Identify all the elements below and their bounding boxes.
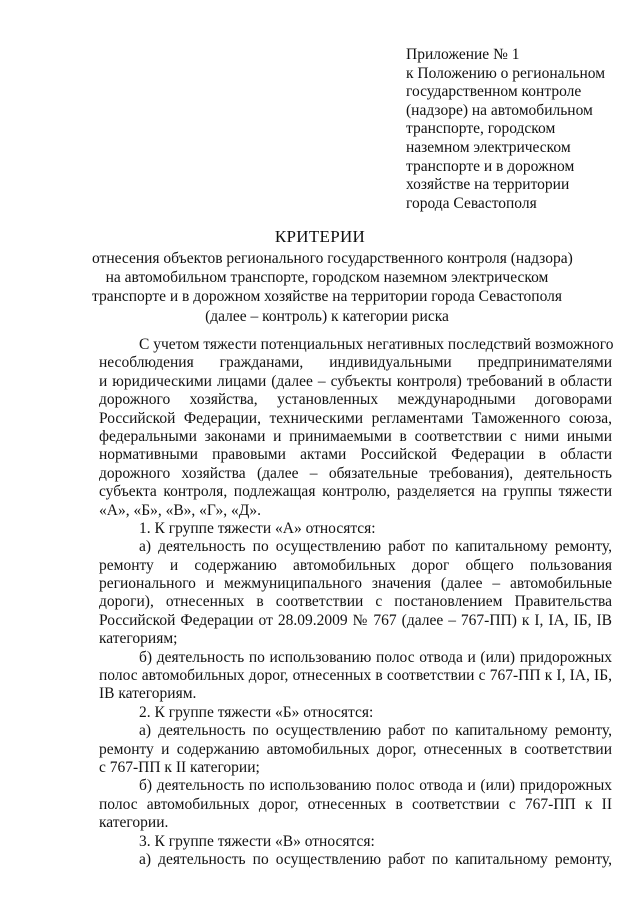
body-line: а) деятельность по осуществлению работ по капитальному ремонту, xyxy=(139,850,612,868)
body-line: дороги), отнесенных в соответствии с постановлением Правительства xyxy=(99,593,612,611)
body-line: а) деятельность по осуществлению работ по капитальному ремонту, xyxy=(139,538,612,556)
appendix-line: хозяйстве на территории xyxy=(406,176,570,194)
body-line: ремонту и содержанию автомобильных дорог общего пользования xyxy=(99,556,612,574)
appendix-line: транспорте и в дорожном xyxy=(406,157,575,175)
body-line: и юридическими лицами (далее – субъекты контроля) требований в области xyxy=(99,372,612,390)
appendix-line: (надзоре) на автомобильном xyxy=(406,101,593,119)
body-line: IВ категориям. xyxy=(99,685,197,703)
body-line: категориям; xyxy=(99,630,178,648)
subtitle-line: (далее – контроль) к категории риска xyxy=(205,307,449,325)
body-line: регионального и межмуниципального значения (далее – автомобильные xyxy=(99,575,612,593)
appendix-line: государственном контроле xyxy=(406,83,582,101)
body-line: дорожного хозяйства, установленных международными договорами xyxy=(99,391,612,409)
body-line: б) деятельность по использованию полос отвода и (или) придорожных xyxy=(139,777,612,795)
document-body xyxy=(99,336,612,869)
appendix-line: транспорте, городском xyxy=(406,120,556,138)
body-line: полос автомобильных дорог, отнесенных в соответствии с 767-ПП к I, IA, IБ, xyxy=(99,667,612,685)
body-line: 3. К группе тяжести «В» относятся: xyxy=(139,832,375,850)
body-line: дорожного хозяйства (далее – обязательные требования), деятельность xyxy=(99,464,612,482)
body-line: нормативными правовыми актами Российской Федерации в области xyxy=(99,446,612,464)
body-line: Российской Федерации, техническими регламентами Таможенного союза, xyxy=(99,409,612,427)
appendix-line: Приложение № 1 xyxy=(406,46,520,63)
body-line: категории. xyxy=(99,814,169,832)
body-line: полос автомобильных дорог, отнесенных в соответствии с 767-ПП к II xyxy=(99,795,612,813)
subtitle-line: на автомобильном транспорте, городском наземном электрическом xyxy=(105,269,549,287)
body-line: б) деятельность по использованию полос отвода и (или) придорожных xyxy=(139,648,612,666)
body-line: «А», «Б», «В», «Г», «Д». xyxy=(99,501,261,519)
body-line: федеральными законами и принимаемыми в соответствии с ними иными xyxy=(99,427,612,445)
body-line: несоблюдения гражданами, индивидуальными предпринимателями xyxy=(99,354,612,372)
body-line: субъекта контроля, подлежащая контролю, разделяется на группы тяжести xyxy=(99,483,612,501)
document-title: КРИТЕРИИ xyxy=(274,227,366,246)
body-line: ремонту и содержанию автомобильных дорог, отнесенных в соответствии xyxy=(99,740,612,758)
subtitle-line: транспорте и в дорожном хозяйстве на территории города Севастополя xyxy=(92,288,562,306)
appendix-header xyxy=(406,46,621,213)
body-line: 2. К группе тяжести «Б» относятся: xyxy=(139,703,374,721)
subtitle-line: отнесения объектов регионального государственного контроля (надзора) xyxy=(92,250,573,267)
body-line: 1. К группе тяжести «А» относятся: xyxy=(139,519,376,537)
body-line: с 767-ПП к II категории; xyxy=(99,758,260,776)
body-line: Российской Федерации от 28.09.2009 № 767 (далее – 767-ПП) к I, IA, IБ, IВ xyxy=(99,611,612,629)
appendix-line: города Севастополя xyxy=(406,194,537,212)
appendix-line: наземном электрическом xyxy=(406,138,571,156)
document-subtitle xyxy=(92,249,573,326)
body-line: С учетом тяжести потенциальных негативных последствий возможного xyxy=(139,336,614,353)
body-line: а) деятельность по осуществлению работ по капитальному ремонту, xyxy=(139,722,612,740)
appendix-line: к Положению о региональном xyxy=(406,64,606,82)
